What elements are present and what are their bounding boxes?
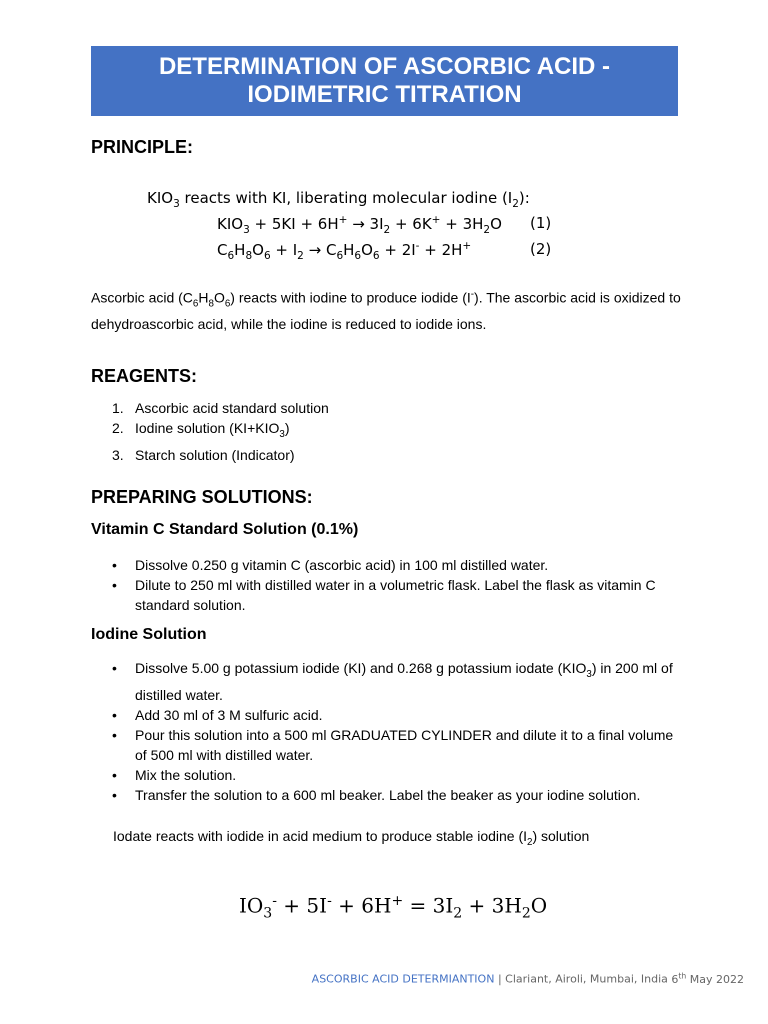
iodine-step-item bbox=[112, 785, 682, 805]
vitc-step-item bbox=[112, 555, 682, 575]
iodine-step-item-text: Pour this solution into a 500 ml GRADUATED CYLINDER and dilute it to a final volume of 500 ml with distilled water. bbox=[135, 726, 674, 763]
equation-2: $C_6H_8O_6 + I_2 \to C_6H_6O_6 + 2I^- + 2H^+$ bbox=[217, 240, 472, 262]
bullet-icon: • bbox=[112, 557, 117, 573]
list-number: 3. bbox=[112, 446, 124, 463]
reagent-item-text: Ascorbic acid standard solution bbox=[135, 400, 329, 416]
page-footer bbox=[312, 971, 744, 986]
list-number: 1. bbox=[112, 400, 124, 416]
iodine-step-item bbox=[112, 658, 682, 705]
bullet-icon: • bbox=[112, 766, 117, 783]
footer-date: 6th May 2022 bbox=[671, 971, 744, 986]
footer-doc-name: ASCORBIC ACID DETERMIANTION bbox=[311, 972, 495, 986]
iodine-step-item-text: Transfer the solution to a 600 ml beaker. Label the beaker as your iodine solution. bbox=[135, 786, 641, 803]
footer-separator: | bbox=[497, 972, 502, 986]
bullet-icon: • bbox=[112, 577, 117, 593]
final-equation: $IO_3^- + 5I^- + 6H^+ = 3I_2 + 3H_2O$ bbox=[239, 893, 548, 922]
title-line-1: DETERMINATION OF ASCORBIC ACID - bbox=[158, 53, 611, 80]
iodine-step-item-text: Mix the solution. bbox=[135, 766, 237, 783]
bullet-icon: • bbox=[112, 786, 117, 803]
bullet-icon: • bbox=[112, 726, 117, 743]
iodine-step-item-text: Add 30 ml of 3 M sulfuric acid. bbox=[135, 706, 323, 723]
principle-paragraph: Ascorbic acid $(C_6H_8O_6)$ reacts with iodine to produce iodide (I-). The ascorbic acid is oxidized to dehydroascorbic acid, while the iodine is reduced to iodide ions. bbox=[91, 289, 681, 333]
iodine-list bbox=[112, 658, 682, 805]
principle-heading: PRINCIPLE: bbox=[91, 137, 194, 157]
iodine-heading: Iodine Solution bbox=[91, 626, 207, 643]
iodate-note: Iodate reacts with iodide in acid medium to produce stable iodine $(I_2)$ solution bbox=[113, 828, 590, 848]
equation-1: $KIO_3 + 5KI + 6H^+ \to 3I_2 + 6K^+ + 3H_2O$ bbox=[217, 214, 502, 236]
iodine-step-item bbox=[112, 725, 682, 765]
equation-intro: $KIO_3$ reacts with KI, liberating molecular iodine $(I_2)$: bbox=[147, 189, 530, 210]
preparing-heading: PREPARING SOLUTIONS: bbox=[91, 487, 313, 507]
reagents-list bbox=[112, 398, 682, 465]
bullet-icon: • bbox=[112, 660, 117, 676]
footer-location: Clariant, Airoli, Mumbai, India bbox=[505, 972, 668, 986]
equation-2-number: (2) bbox=[530, 240, 552, 258]
list-number: 2. bbox=[112, 420, 124, 436]
reagent-item bbox=[112, 445, 682, 465]
iodine-step-item bbox=[112, 705, 682, 725]
document-title bbox=[91, 46, 678, 116]
vitc-heading: Vitamin C Standard Solution (0.1%) bbox=[91, 521, 359, 538]
bullet-icon: • bbox=[112, 706, 117, 723]
equation-1-number: (1) bbox=[530, 214, 552, 232]
vitc-step-item-text: Dilute to 250 ml with distilled water in a volumetric flask. Label the flask as vitamin C standard solution. bbox=[135, 577, 656, 613]
iodine-step-item-text: Dissolve 5.00 g potassium iodide (KI) and 0.268 g potassium iodate $(KIO_3)$ in 200 ml of distilled water. bbox=[135, 660, 673, 703]
title-line-2: IODIMETRIC TITRATION bbox=[247, 81, 522, 108]
reagents-heading: REAGENTS: bbox=[91, 366, 198, 386]
iodine-step-item bbox=[112, 765, 682, 785]
reagent-item bbox=[112, 398, 682, 418]
vitc-step-item-text: Dissolve 0.250 g vitamin C (ascorbic acid) in 100 ml distilled water. bbox=[135, 557, 549, 573]
reagent-item bbox=[112, 418, 682, 445]
vitc-step-item bbox=[112, 575, 682, 615]
reagent-item-text: Starch solution (Indicator) bbox=[135, 446, 295, 463]
reagent-item-text: Iodine solution $(KI+KIO_3)$ bbox=[135, 420, 290, 440]
vitc-list bbox=[112, 555, 682, 615]
